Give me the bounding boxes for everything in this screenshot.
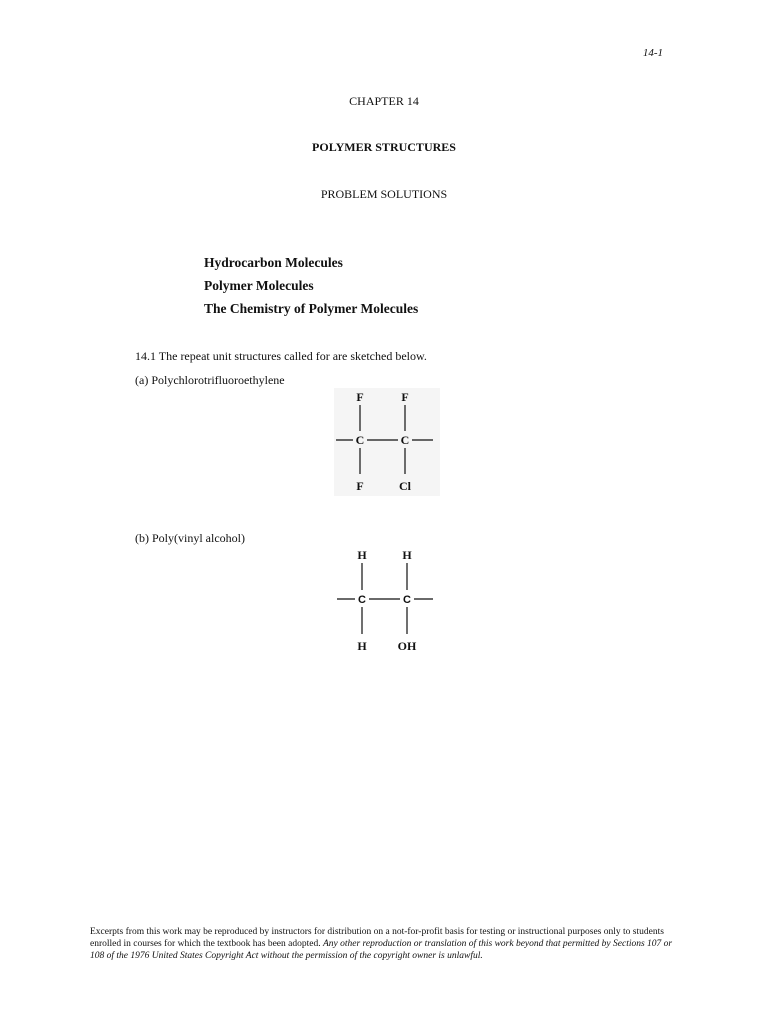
structure-b-svg (334, 546, 440, 654)
atom-a-top-left: F (356, 390, 364, 404)
structure-a-svg (334, 388, 440, 496)
section-heading-chemistry: The Chemistry of Polymer Molecules (204, 301, 419, 316)
atom-b-center-left: C (358, 594, 366, 606)
atom-a-bottom-left: F (356, 479, 364, 493)
atom-b-top-left: H (357, 548, 367, 562)
problem-intro: 14.1 The repeat unit structures called for are sketched below. (135, 349, 427, 363)
atom-b-bottom-left: H (357, 639, 367, 653)
chapter-heading: CHAPTER 14 (349, 94, 419, 108)
section-heading-polymer: Polymer Molecules (204, 278, 314, 293)
atom-b-center-right: C (403, 594, 411, 606)
structure-polychlorotrifluoroethylene (334, 388, 440, 496)
atom-a-top-right: F (401, 390, 409, 404)
atom-a-bottom-right: Cl (399, 479, 411, 493)
atom-b-bottom-right: OH (397, 639, 417, 653)
structure-polyvinyl-alcohol (334, 546, 440, 654)
copyright-footer (90, 926, 680, 962)
footer-plain-text: Excerpts from this work may be reproduced by instructors for distribution on a not-for-profit basis for testing or instructional purposes only to students enrolled in courses for which the textbook has been adopted. (90, 927, 664, 949)
footer-italic-text: Any other reproduction or translation of this work beyond that permitted by Sections 107 or 108 of the 1976 United States Copyright Act without the permission of the copyright owner is unlawful. (90, 939, 673, 961)
document-title: POLYMER STRUCTURES (312, 140, 456, 154)
atom-b-top-right: H (402, 548, 412, 562)
part-a-label: (a) Polychlorotrifluoroethylene (135, 373, 285, 387)
section-heading-hydrocarbon: Hydrocarbon Molecules (204, 255, 343, 270)
part-b-label: (b) Poly(vinyl alcohol) (135, 531, 245, 545)
section-headings (204, 254, 418, 323)
document-subtitle: PROBLEM SOLUTIONS (320, 187, 448, 201)
page-number: 14-1 (642, 47, 663, 59)
atom-a-center-left: C (355, 433, 365, 447)
atom-a-center-right: C (400, 433, 410, 447)
